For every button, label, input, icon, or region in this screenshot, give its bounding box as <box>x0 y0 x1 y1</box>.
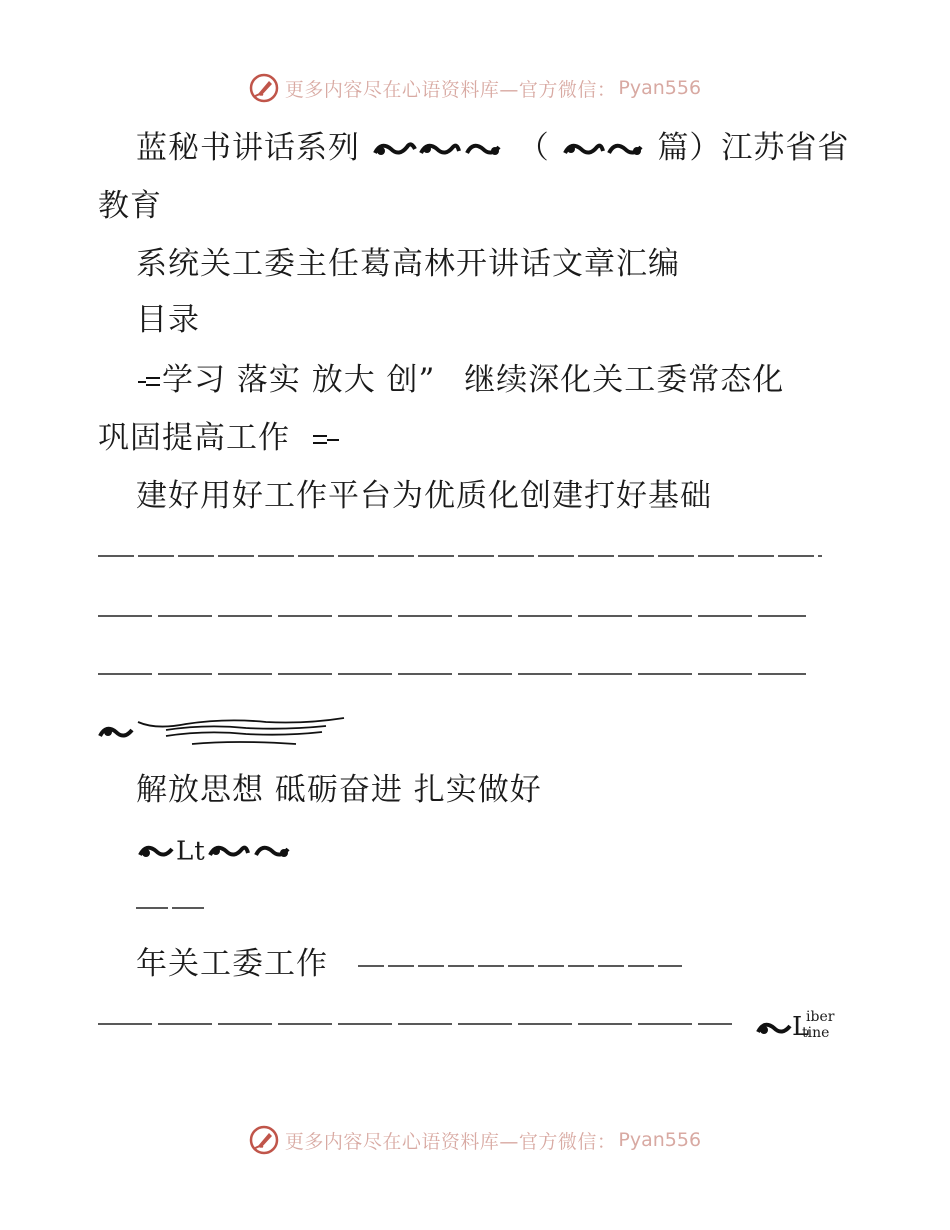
toc-item-1-text-b: 继续深化关工委常态化 <box>464 362 785 398</box>
scroll-ornament-icon-4 <box>206 837 302 867</box>
scroll-ornament-icon <box>371 135 507 165</box>
title-line-3: 系统关工委主任葛高林开讲话文章汇编 <box>136 246 680 282</box>
title-part-2: 篇）江苏省省 <box>657 130 850 166</box>
toc-item-1-cont <box>98 418 341 458</box>
liber-cap: L <box>792 1012 810 1042</box>
pen-logo-icon <box>249 73 279 103</box>
wave-ornament-icon <box>96 716 352 752</box>
dash-leader-4 <box>358 964 682 968</box>
watermark-text: 更多内容尽在心语资料库—官方微信： <box>284 78 617 101</box>
lt-glyph: Lt <box>176 836 206 867</box>
header-watermark <box>0 68 950 108</box>
toc-item-1-text-c: 巩固提高工作 <box>98 420 290 456</box>
toc-item-1-text-a: 学习 落实 放大 创” <box>162 362 436 398</box>
dash-leader-1 <box>98 554 822 558</box>
dash-leader-2 <box>98 614 806 618</box>
section-heading: 解放思想 砥砺奋进 扎实做好 <box>136 772 542 808</box>
libertine-ornament <box>754 1008 844 1048</box>
dash-leader-short <box>136 906 206 910</box>
toc-item-3: 年关工委工作 <box>136 946 328 982</box>
footer-watermark <box>0 1120 950 1160</box>
toc-item-1 <box>136 360 784 400</box>
watermark-id: Pyan556 <box>618 77 702 99</box>
ornament-line <box>136 830 302 870</box>
liber-bottom: tine <box>802 1025 830 1041</box>
dash-leader-5 <box>98 1022 732 1026</box>
double-dash-icon-2 <box>311 430 341 450</box>
toc-item-2: 建好用好工作平台为优质化创建打好基础 <box>136 478 712 514</box>
title-line-2: 教育 <box>98 188 162 224</box>
scroll-ornament-icon-2 <box>561 135 647 165</box>
watermark-id-footer: Pyan556 <box>618 1129 702 1151</box>
scroll-ornament-icon-5 <box>754 1016 794 1042</box>
title-part-1: 蓝秘书讲话系列 <box>136 130 360 166</box>
pen-logo-icon-footer <box>249 1125 279 1155</box>
scroll-ornament-icon-3 <box>136 837 176 867</box>
title-line-1 <box>136 128 849 168</box>
double-dash-icon <box>136 372 162 392</box>
title-paren: （ <box>517 130 550 166</box>
watermark-text-footer: 更多内容尽在心语资料库—官方微信： <box>284 1130 617 1153</box>
toc-heading: 目录 <box>136 302 200 338</box>
liber-top: iber <box>806 1009 835 1025</box>
dash-leader-3 <box>98 672 806 676</box>
